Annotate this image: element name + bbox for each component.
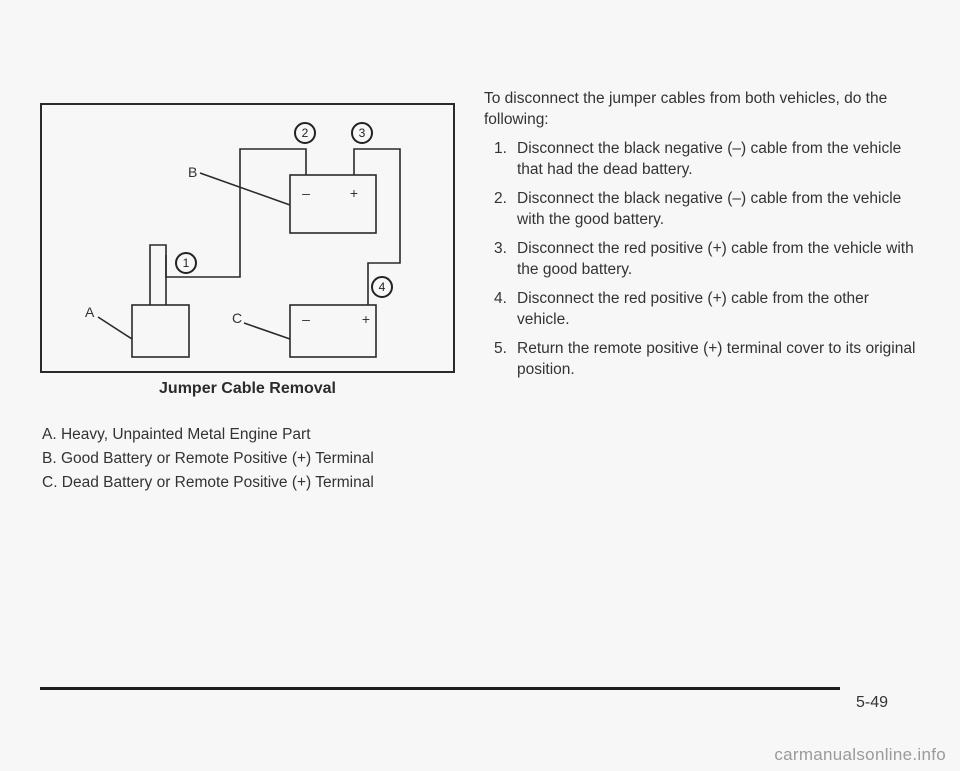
leader-b [200,173,290,205]
label-b: B [188,164,198,180]
step-number: 2. [494,190,507,207]
step-item [484,338,924,380]
step-item [484,138,924,180]
step-number: 1. [494,140,507,157]
step-text: Disconnect the red positive (+) cable from the vehicle with the good battery. [517,240,914,278]
cable-negative [150,149,306,305]
leader-c [244,323,290,339]
label-a: A [85,304,95,320]
step-text: Return the remote positive (+) terminal cover to its original position. [517,340,916,378]
diagram-svg [42,105,457,375]
step-item [484,288,924,330]
step-item [484,238,924,280]
svg-text:3: 3 [358,126,366,140]
callout-3 [352,123,372,143]
good-battery [290,175,376,233]
engine-part [132,305,189,357]
instructions-column [484,88,924,388]
footer-rule [40,687,840,690]
svg-text:4: 4 [378,280,386,294]
legend-item-c: C. Dead Battery or Remote Positive (+) Terminal [42,474,374,491]
callout-1 [176,253,196,273]
figure-legend [42,423,374,495]
step-text: Disconnect the black negative (–) cable from the vehicle that had the dead battery. [517,140,902,178]
label-c: C [232,310,243,326]
svg-text:1: 1 [182,256,190,270]
figure-caption: Jumper Cable Removal [159,380,336,397]
instructions-intro: To disconnect the jumper cables from both vehicles, do the following: [484,90,888,128]
step-text: Disconnect the red positive (+) cable from the other vehicle. [517,290,869,328]
step-item [484,188,924,230]
watermark-text: carmanualsonline.info [774,745,946,764]
svg-text:2: 2 [301,126,309,140]
legend-item-b: B. Good Battery or Remote Positive (+) Terminal [42,450,374,467]
step-number: 5. [494,340,507,357]
good-battery-positive-sign: + [349,185,359,201]
callout-2 [295,123,315,143]
step-text: Disconnect the black negative (–) cable from the vehicle with the good battery. [517,190,902,228]
step-number: 4. [494,290,507,307]
good-battery-negative-sign: – [302,185,310,201]
instruction-steps [484,138,924,380]
step-number: 3. [494,240,507,257]
dead-battery-positive-sign: + [361,311,371,327]
callout-4 [372,277,392,297]
leader-a [98,317,132,339]
legend-item-a: A. Heavy, Unpainted Metal Engine Part [42,426,311,443]
dead-battery-negative-sign: – [302,311,310,327]
jumper-cable-diagram [40,103,455,373]
page-number: 5-49 [856,694,889,711]
